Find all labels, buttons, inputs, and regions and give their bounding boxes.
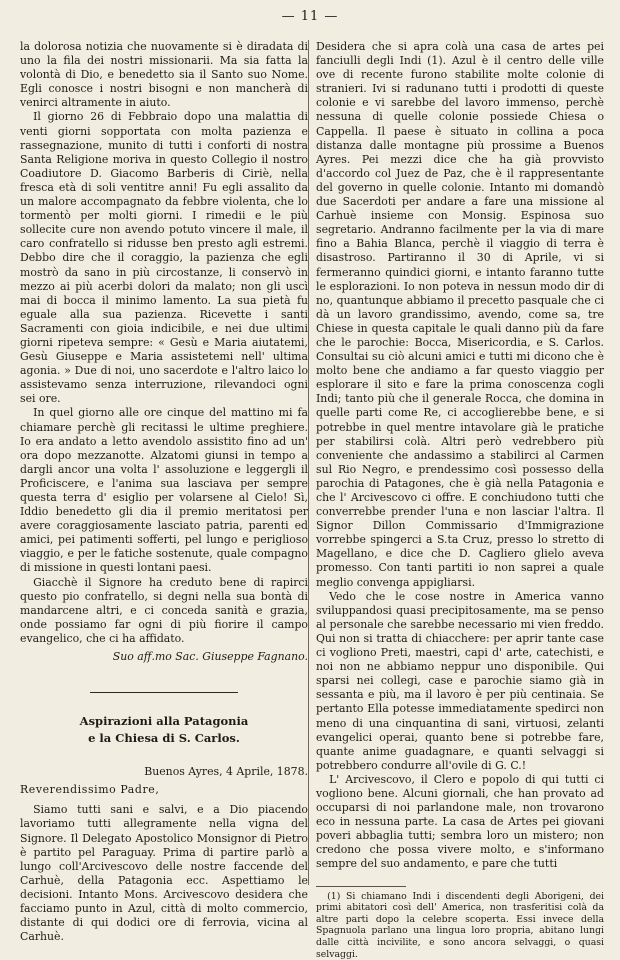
footnote-rule	[316, 886, 406, 887]
right-column	[316, 40, 604, 960]
footnote: (1) Si chiamano Indi i discendenti degli Aborigeni, dei primi abitatori così dell' America, non trasferitisi colà da altre parti dopo la celebre scoperta. Essi invece della Spagnuola parlano una lingua loro propria, abitano lungi dalle città incivilite, e sono ancora selvaggi, o quasi selvaggi.	[316, 890, 604, 960]
paragraph: Siamo tutti sani e salvi, e a Dio piacendo lavoriamo tutti allegramente nella vigna del Signore. Il Delegato Apostolico Monsignor di Pietro è partito pel Paraguay. Prima di partire parlò a lungo coll'Arcivescovo delle nostre faccende del Carhuè, della Patagonia ecc. Aspettiamo le decisioni. Intanto Mons. Arcivescovo desidera che facciamo punto in Azul, città di molto commercio, distante di qui dodici ore di ferrovia, vicina al Carhuè.	[20, 803, 308, 944]
left-column	[20, 40, 308, 944]
paragraph: Vedo che le cose nostre in America vanno sviluppandosi quasi precipitosamente, ma se penso al personale che sarebbe necessario mi vien freddo. Qui non si tratta di chiacchere: per aprir tante case ci vogliono Preti, maestri, capi d' arte, catechisti, e noi non ne abbiamo neppur uno disponibile. Qui sparsi nei collegi, case e parochie siamo già in sessanta e più, ma il lavoro è per più centinaia. Se pertanto Ella potesse immediatamente spedirci non meno di una cinquantina di sani, virtuosi, zelanti evangelici operai, quanto bene si potrebbe fare, quante anime guadagnare, e quanti selvaggi si potrebbero condurre all'ovile di G. C.!	[316, 589, 604, 772]
article-subtitle: e la Chiesa di S. Carlos.	[88, 731, 240, 746]
paragraph: In quel giorno alle ore cinque del mattino mi fa chiamare perchè gli recitassi le ultime preghiere. Io era andato a letto avendolo assistito fino ad un' ora dopo mezzanotte. Alzatomi giunsi in tempo a dargli ancor una volta l' assoluzione e leggergli il Proficiscere, e l'anima sua lasciava per sempre questa terra d' esiglio per volarsene al Cielo! Sì, Iddio benedetto gli dia il premio meritatosi per avere coraggiosamente lasciato patria, parenti ed amici, pei patimenti sofferti, pel lungo e periglioso viaggio, e per le fatiche sostenute, quale compagno di missione in questi lontani paesi.	[20, 406, 308, 575]
salutation: Reverendissimo Padre,	[20, 783, 160, 797]
page-number: — 11 —	[281, 9, 339, 24]
paragraph: la dolorosa notizia che nuovamente si è diradata di uno la fila dei nostri missionarii. Ma sia fatta la volontà di Dio, e benedetto sia il Santo suo Nome. Egli conosce i nostri bisogni e non mancherà di venirci altramente in aiuto.	[20, 40, 308, 110]
column-divider	[308, 40, 309, 885]
paragraph: L' Arcivescovo, il Clero e popolo di qui tutti ci vogliono bene. Alcuni giornali, che han provato ad occuparsi di noi parlandone male, non trovarono eco in nessuna parte. La casa de Artes pei giovani poveri abbaglia tutti; sembra loro un mistero; non credono che possa vivere molto, e s'informano sempre del suo andamento, e pare che tutti	[316, 772, 604, 871]
signature: Suo aff.mo Sac. Giuseppe Fagnano.	[112, 650, 308, 664]
dateline: Buenos Ayres, 4 Aprile, 1878.	[144, 765, 308, 779]
paragraph: Giacchè il Signore ha creduto bene di rapirci questo pio confratello, si degni nella sua bontà di mandarcene altri, e ci conceda sanità e grazia, onde possiamo far ogni di più fiorire il campo evangelico, che ci ha affidato.	[20, 575, 308, 645]
paragraph: Il giorno 26 di Febbraio dopo una malattia di venti giorni sopportata con molta pazienza e rassegnazione, munito di tutti i conforti di nostra Santa Religione moriva in questo Collegio il nostro Coadiutore D. Giacomo Barberis di Ciriè, nella fresca età di soli ventitre anni! Fu egli assalito da un malore accompagnato da febbre violenta, che lo tormentò per molti giorni. I rimedii e le più sollecite cure non avendo potuto vincere il male, il caro confratello si ridusse ben presto agli estremi. Debbo dire che il coraggio, la pazienza che egli mostrò da sano in più circostanze, li conservò in mezzo ai più acerbi dolori da malato; non gli uscì mai di bocca il minimo lamento. La sua pietà fu eguale alla sua pazienza. Ricevette i santi Sacramenti con gioia indicibile, e nei due ultimi giorni ripeteva sempre: « Gesù e Maria aiutatemi, Gesù Giuseppe e Maria assistetemi nell' ultima agonia. » Due di noi, uno sacerdote e l'altro laico lo assistevamo senza interruzione, rilevandoci ogni sei ore.	[20, 110, 308, 406]
paragraph: Desidera che si apra colà una casa de artes pei fanciulli degli Indi (1). Azul è il centro delle ville ove di recente furono stabilite molte colonie di stranieri. Ivi si radunano tutti i prodotti di queste colonie e vi sarebbe del lavoro immenso, perchè nessuna di quelle colonie possiede Chiesa o Cappella. Il paese è situato in collina a poca distanza dalle montagne più prossime a Buenos Ayres. Pei mezzi dice che ha già provvisto d'accordo col Juez de Paz, che è il rappresentante del governo in quelle colonie. Intanto mi domandò due Sacerdoti per andare a fare una missione al Carhuè insieme con Monsig. Espinosa suo segretario. Andranno facilmente per la via di mare fino a Bahia Blanca, perchè il viaggio di terra è disastroso. Partiranno il 30 di Aprile, vi si fermeranno quindici giorni, e intanto faranno tutte le esplorazioni. Io non poteva in nessun modo dir di no, quantunque abbiamo il precetto pasquale che ci dà un lavoro grandissimo, avendo, come sa, tre Chiese in questa capitale le quali danno più da fare che le parochie: Bocca, Misericordia, e S. Carlos. Consultai su ciò alcuni amici e tutti mi dicono che è molto bene che andiamo a far questo viaggio per esplorare il sito e fare la prima conoscenza cogli Indi; tanto più che il generale Rocca, che domina in quelle parti come Re, ci accoglierebbe bene, e si potrebbe in quel mentre intavolare già le pratiche per stabilirsi colà. Altri però vedrebbero più conveniente che andassimo a stabilirci al Carmen sul Rio Negro, e prendessimo così possesso della parochia di Patagones, che è già nella Patagonia e che l' Arcivescovo ci offre. E conchiudono tutti che converrebbe prender l'una e non lasciar l'altra. Il Signor Dillon Commissario d'Immigrazione vorrebbe spingerci a S.ta Cruz, presso lo stretto di Magellano, e dice che D. Cagliero glielo aveva promesso. Con tanti partiti io non saprei a quale meglio convenga appigliarsi.	[316, 40, 604, 589]
section-divider	[90, 692, 238, 693]
article-title: Aspirazioni alla Patagonia	[79, 714, 249, 729]
